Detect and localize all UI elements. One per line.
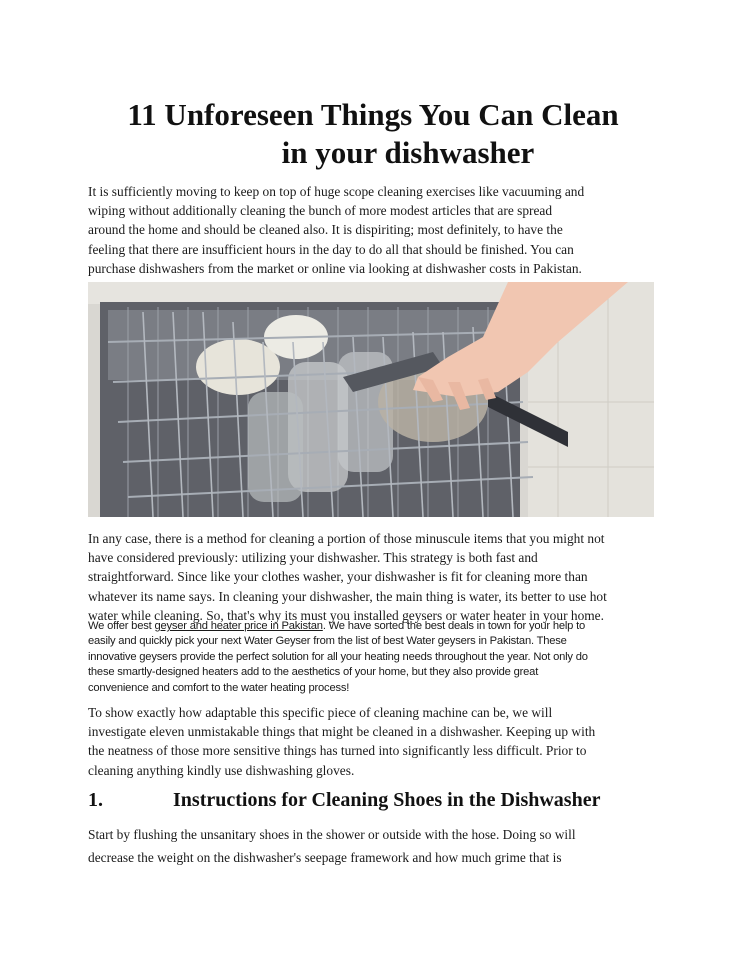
section-line: decrease the weight on the dishwasher's seepage framework and how much grime that is [88,850,562,865]
intro-line: feeling that there are insufficient hours in the day to do all that should be finished. You can [88,241,574,257]
promo-line: convenience and comfort to the water heating process! [88,681,350,694]
promo-paragraph [88,619,663,696]
intro-line: wiping without additionally cleaning the bunch of more modest articles that are spread [88,203,553,219]
promo-line: these smartly-designed heaters add to the aesthetics of your home, but they also provide great [88,666,539,679]
promo-line: easily and quickly pick your next Water Geyser from the list of best Water geysers in Pakistan. These [88,635,567,648]
title-line-2: in your dishwasher [281,135,535,170]
promo-prefix: We offer best [88,620,155,632]
intro-line: purchase dishwashers from the market or online via looking at dishwasher costs in Pakistan. [88,260,582,276]
promo-line: innovative geysers provide the perfect solution for all your heating needs throughout the year. Not only do [88,650,588,663]
promo-suffix: . We have sorted the best deals in town for your help to [322,620,586,632]
adapt-line: To show exactly how adaptable this specific piece of cleaning machine can be, we will [88,705,553,720]
method-line: have considered previously: utilizing your dishwasher. This strategy is both fast and [88,550,538,566]
section-1-heading [88,787,663,813]
intro-paragraph [88,182,663,278]
section-number: 1. [88,789,103,811]
method-paragraph [88,529,663,625]
method-line: straightforward. Since like your clothes washer, your dishwasher is fit for cleaning more than [88,569,588,585]
section-line: Start by flushing the unsanitary shoes in the shower or outside with the hose. Doing so will [88,827,576,842]
intro-line: around the home and should be cleaned also. It is dispiriting; most definitely, to have the [88,222,563,238]
method-line: water while cleaning. So, that's why its must you installed geysers or water heater in your home. [88,607,604,623]
method-line: whatever its name says. In cleaning your dishwasher, the main thing is water, its better to use hot [88,588,607,604]
promo-line [88,619,663,634]
title-line-1: 11 Unforeseen Things You Can Clean [127,97,619,132]
intro-line: It is sufficiently moving to keep on top of huge scope cleaning exercises like vacuuming and [88,184,585,199]
section-title: Instructions for Cleaning Shoes in the Dishwasher [173,789,601,811]
adapt-line: cleaning anything kindly use dishwashing gloves. [88,762,355,778]
page-title [88,96,658,172]
adapt-line: the neatness of those more sensitive things has turned into significantly less difficult. Prior to [88,743,587,759]
dishwasher-image-icon [88,282,654,517]
method-line: In any case, there is a method for cleaning a portion of those minuscule items that you might not [88,531,605,546]
adapt-line: investigate eleven unmistakable things that might be cleaned in a dishwasher. Keeping up with [88,724,596,740]
section-1-paragraph [88,823,663,869]
adaptability-paragraph [88,703,663,780]
dishwasher-photo [88,282,654,517]
geyser-price-link[interactable]: geyser and heater price in Pakistan [154,620,323,632]
